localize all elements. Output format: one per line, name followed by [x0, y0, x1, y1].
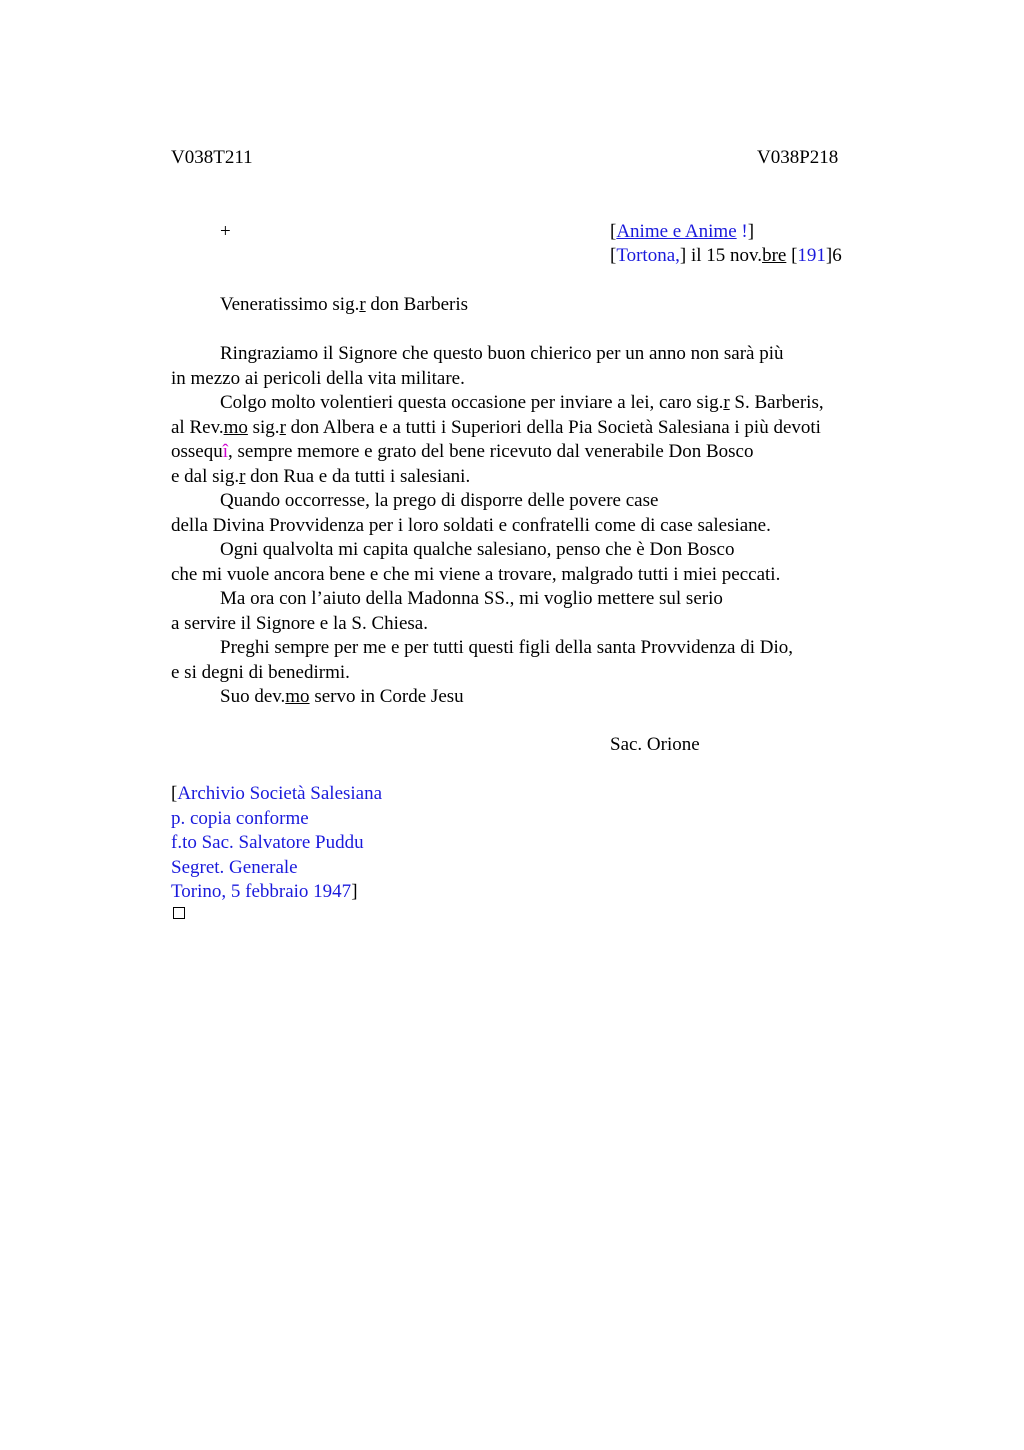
- editorial-mark: î: [222, 441, 229, 462]
- letter-date: [610, 244, 842, 268]
- text: S. Barberis,: [729, 392, 824, 413]
- text: , sempre memore e grato del bene ricevuto dal venerabile Don Bosco: [228, 441, 754, 462]
- page-code-left: V038T211: [171, 147, 253, 168]
- body-line: [171, 391, 891, 416]
- text: e dal sig.: [171, 465, 240, 487]
- salutation-text: Veneratissimo sig.: [220, 294, 360, 315]
- end-box-icon: [173, 907, 185, 919]
- text: al Rev.: [171, 416, 224, 438]
- archive-text: Torino, 5 febbraio 1947: [171, 881, 352, 902]
- month-abbrev: bre: [762, 245, 787, 266]
- body-line: Preghi sempre per me e per tutti questi figli della santa Provvidenza di Dio,: [220, 637, 794, 658]
- body-line: della Divina Provvidenza per i loro soldati e confratelli come di case salesiane.: [171, 514, 771, 536]
- text: Colgo molto volentieri questa occasione per inviare a lei, caro sig.: [220, 392, 724, 413]
- body-line: [171, 465, 891, 490]
- text: sig.: [247, 416, 280, 438]
- archive-line: [171, 782, 382, 807]
- bracket: [: [786, 245, 798, 266]
- body-line: in mezzo ai pericoli della vita militare.: [171, 367, 465, 389]
- text: ossequ: [171, 441, 223, 462]
- bracket: ]: [351, 881, 358, 902]
- body-line: Ogni qualvolta mi capita qualche salesiano, penso che è Don Bosco: [220, 539, 735, 560]
- abbrev: r: [239, 465, 246, 487]
- body-line: a servire il Signore e la S. Chiesa.: [171, 612, 428, 634]
- year-close: ]6: [825, 245, 842, 266]
- body-line: Ringraziamo il Signore che questo buon chierico per un anno non sarà più: [220, 343, 784, 364]
- body-line: [171, 685, 891, 710]
- cross-mark: +: [220, 221, 231, 242]
- place: Tortona,: [616, 245, 680, 266]
- text: don Albera e a tutti i Superiori della Pia Società Salesiana i più devoti: [285, 416, 821, 438]
- abbrev: r: [359, 294, 366, 315]
- archive-text: Archivio Società Salesiana: [177, 783, 383, 804]
- body-line: Ma ora con l’aiuto della Madonna SS., mi voglio mettere sul serio: [220, 588, 723, 609]
- year-part: 191: [797, 245, 826, 266]
- abbrev: mo: [285, 686, 310, 707]
- title-link[interactable]: Anime e Anime: [616, 221, 737, 242]
- signature: Sac. Orione: [610, 734, 700, 755]
- body-line: che mi vuole ancora bene e che mi viene a trovare, malgrado tutti i miei peccati.: [171, 563, 781, 585]
- body-line: [171, 416, 891, 441]
- bracket: [: [171, 783, 178, 804]
- bracket: [: [610, 245, 617, 266]
- page-code-right: V038P218: [757, 147, 839, 168]
- letter-body: [171, 342, 891, 710]
- archive-line: Segret. Generale: [171, 856, 298, 878]
- archive-line: p. copia conforme: [171, 807, 309, 829]
- bracket: ]: [747, 221, 755, 242]
- salutation: [220, 293, 468, 317]
- text: Suo dev.: [220, 686, 286, 707]
- archive-line: f.to Sac. Salvatore Puddu: [171, 832, 364, 853]
- archive-line: [171, 880, 382, 905]
- body-line: e si degni di benedirmi.: [171, 661, 350, 683]
- abbrev: r: [723, 392, 730, 413]
- text: servo in Corde Jesu: [309, 686, 464, 707]
- date-text: ] il 15 nov.: [679, 245, 763, 266]
- letter-title: [610, 220, 754, 244]
- abbrev: r: [279, 416, 286, 438]
- body-line: Quando occorresse, la prego di disporre delle povere case: [220, 490, 659, 511]
- body-line: [171, 440, 891, 465]
- salutation-text: don Barberis: [365, 294, 469, 315]
- bracket: [: [610, 221, 617, 242]
- archive-note: [171, 782, 382, 905]
- title-mark: !: [736, 221, 748, 242]
- abbrev: mo: [223, 416, 248, 438]
- text: don Rua e da tutti i salesiani.: [245, 465, 471, 487]
